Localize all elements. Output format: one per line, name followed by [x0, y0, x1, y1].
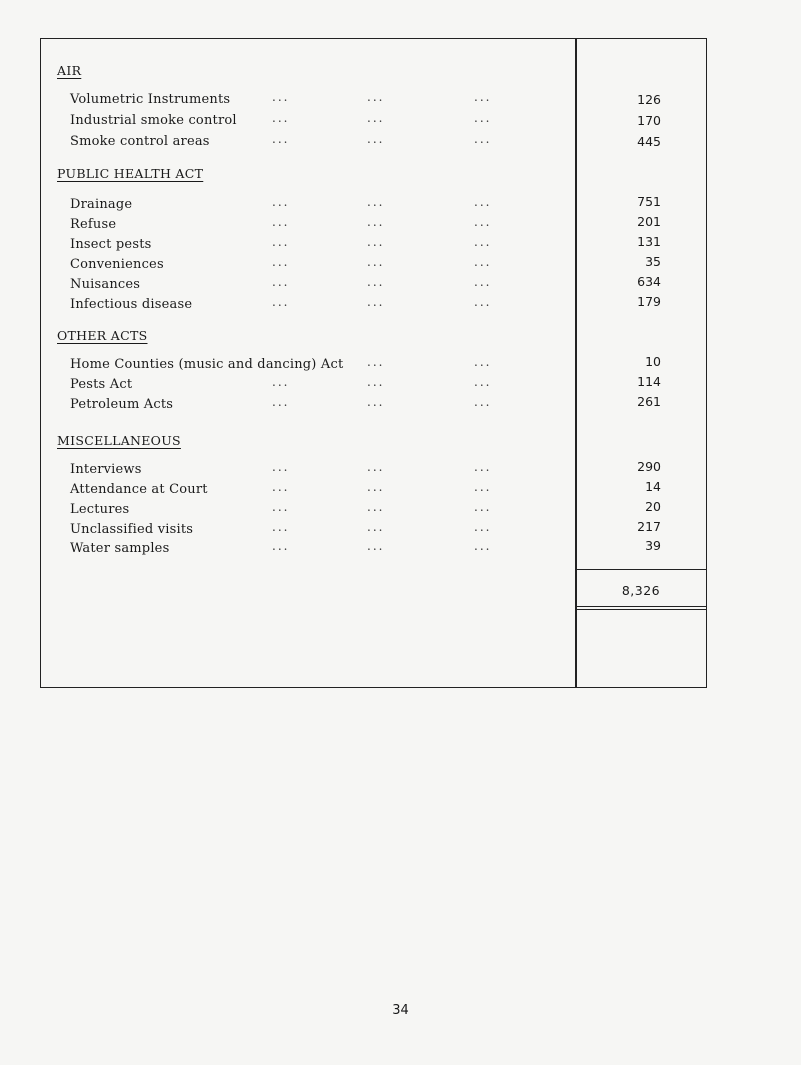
row-value: 126	[637, 92, 661, 107]
row-value: 445	[637, 134, 661, 149]
row-value: 39	[645, 538, 661, 553]
row-value: 10	[645, 354, 661, 369]
row-value: 290	[637, 459, 661, 474]
row-label: Unclassified visits	[70, 522, 194, 537]
row-label: Conveniences	[70, 257, 164, 272]
row-label: Water samples	[70, 541, 170, 556]
row-label: Lectures	[70, 502, 130, 517]
total-rule-top	[575, 569, 707, 570]
total-value: 8,326	[621, 583, 661, 598]
row-label: Drainage	[70, 197, 133, 212]
row-label: Infectious disease	[70, 297, 193, 312]
row-value: 179	[637, 294, 661, 309]
row-value: 751	[637, 194, 661, 209]
row-label: Smoke control areas	[70, 134, 210, 149]
row-label: Volumetric Instruments	[70, 92, 231, 107]
row-value: 261	[637, 394, 661, 409]
row-label: Attendance at Court	[70, 482, 208, 497]
page-number: 34	[392, 1003, 409, 1018]
section-heading-miscellaneous: MISCELLANEOUS	[57, 433, 181, 448]
section-heading-air: AIR	[57, 63, 82, 78]
row-label: Insect pests	[70, 237, 152, 252]
row-value: 131	[637, 234, 661, 249]
total-rule-double-1	[575, 606, 707, 607]
row-value: 14	[645, 479, 661, 494]
section-heading-other-acts: OTHER ACTS	[57, 328, 148, 343]
section-heading-public-health-act: PUBLIC HEALTH ACT	[57, 166, 204, 181]
row-value: 217	[637, 519, 661, 534]
total-rule-double-2	[575, 609, 707, 610]
row-label: Petroleum Acts	[70, 397, 174, 412]
row-value: 634	[637, 274, 661, 289]
row-label: Home Counties (music and dancing) Act	[70, 357, 344, 372]
row-value: 35	[645, 254, 661, 269]
row-value: 170	[637, 113, 661, 128]
row-label: Interviews	[70, 462, 142, 477]
row-value: 20	[645, 499, 661, 514]
row-value: 201	[637, 214, 661, 229]
row-label: Pests Act	[70, 377, 133, 392]
row-label: Refuse	[70, 217, 117, 232]
row-label: Industrial smoke control	[70, 113, 237, 128]
row-label: Nuisances	[70, 277, 141, 292]
row-value: 114	[637, 374, 661, 389]
